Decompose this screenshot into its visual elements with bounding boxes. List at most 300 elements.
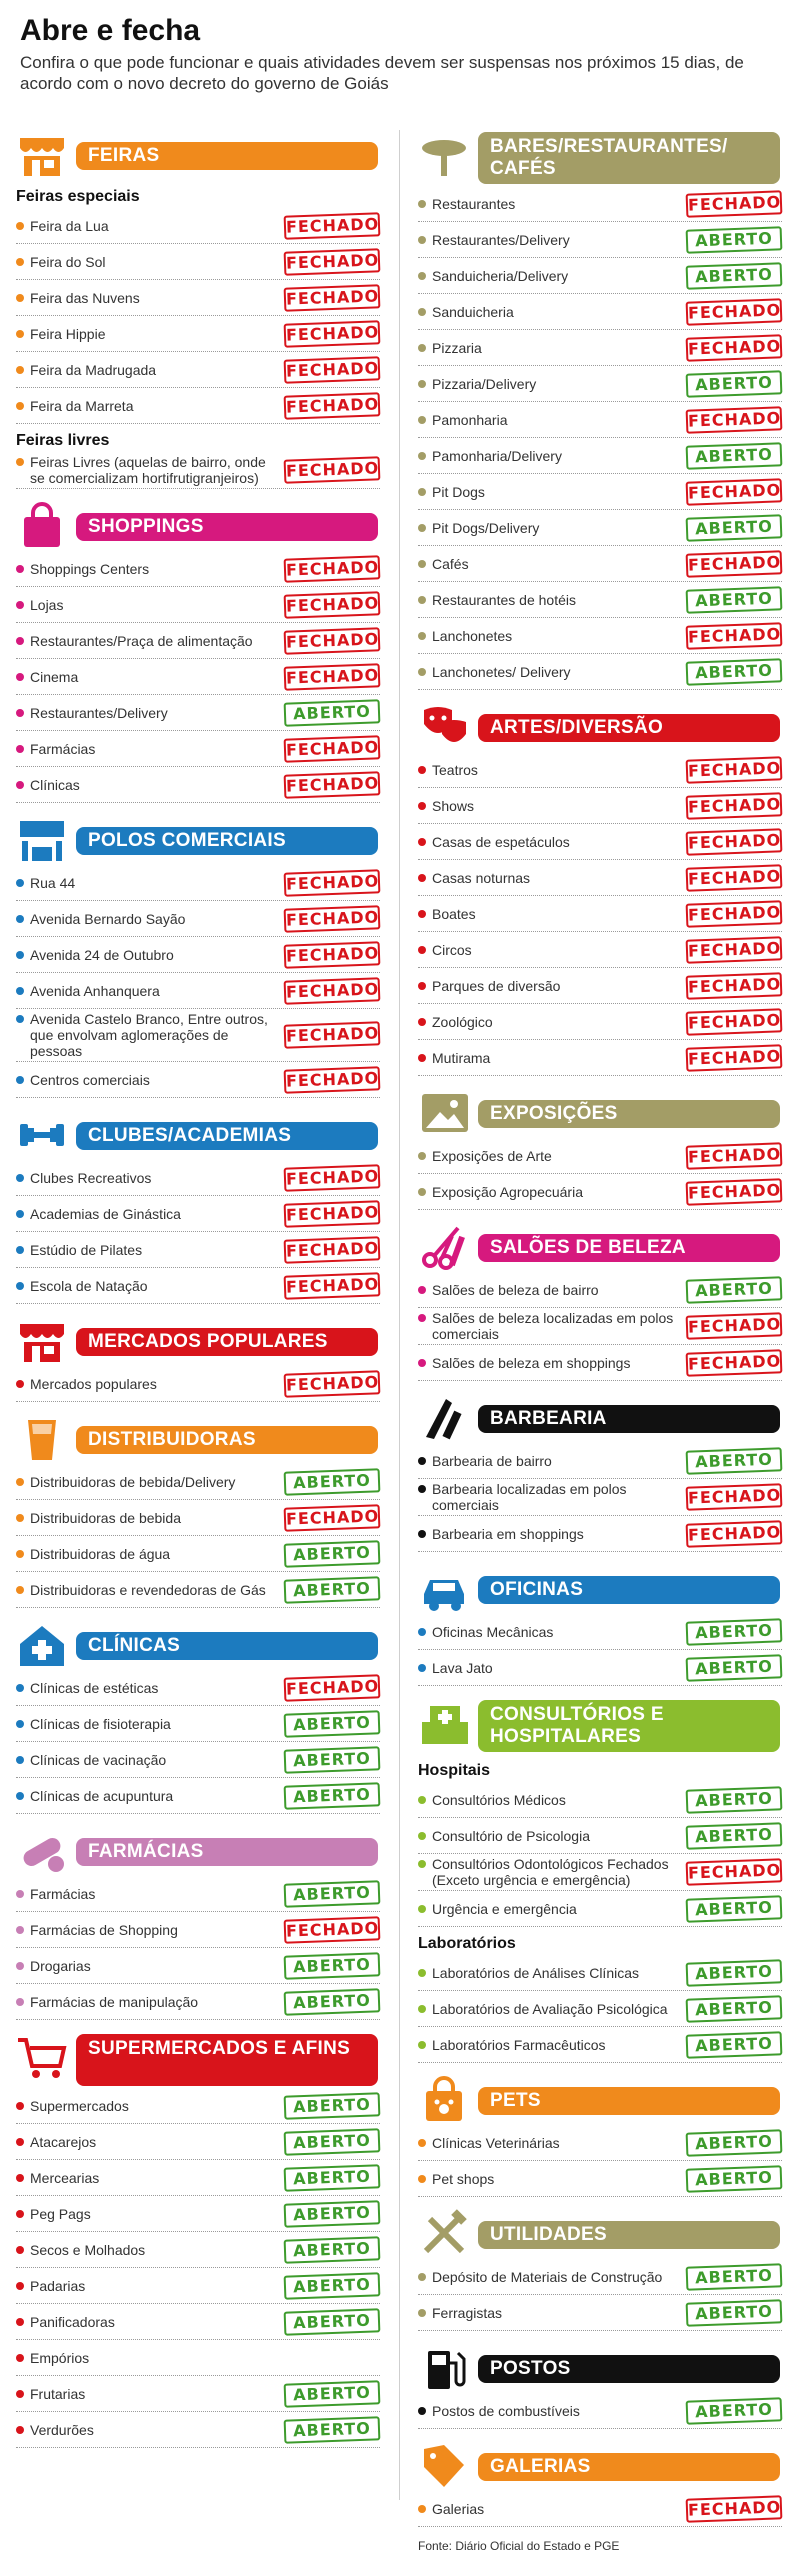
item-label: Farmácias de Shopping — [16, 1922, 178, 1938]
hospital-building-icon — [418, 1698, 472, 1748]
section-header — [418, 130, 782, 186]
item-label: Lava Jato — [418, 1660, 493, 1676]
item-label: Exposições de Arte — [418, 1148, 552, 1164]
section-header — [16, 1826, 380, 1876]
section-title: POLOS COMERCIAIS — [76, 827, 378, 855]
item-label: Clínicas de fisioterapia — [16, 1716, 171, 1732]
item-label: Feira do Sol — [16, 254, 105, 270]
list-item — [16, 2232, 380, 2268]
market-stall-icon — [16, 130, 70, 180]
status-badge: ABERTO — [686, 658, 783, 685]
shopping-cart-icon — [16, 2032, 70, 2082]
item-label: Distribuidoras de bebida — [16, 1510, 181, 1526]
list-item — [418, 968, 782, 1004]
status-badge: FECHADO — [686, 1178, 783, 1205]
section-title: OFICINAS — [478, 1576, 780, 1604]
list-item — [418, 1614, 782, 1650]
status-badge: FECHADO — [284, 1066, 381, 1093]
list-item — [418, 1782, 782, 1818]
section-title: FEIRAS — [76, 142, 378, 170]
item-label: Feira Hippie — [16, 326, 105, 342]
list-item — [418, 1516, 782, 1552]
section-title: SUPERMERCADOS E AFINS — [76, 2034, 378, 2086]
list-item — [16, 1778, 380, 1814]
item-label: Restaurantes de hotéis — [418, 592, 576, 608]
item-label: Academias de Ginástica — [16, 1206, 181, 1222]
section-header — [16, 2032, 380, 2088]
list-item — [418, 510, 782, 546]
list-item — [418, 294, 782, 330]
item-label: Restaurantes/Praça de alimentação — [16, 633, 253, 649]
item-label: Feira das Nuvens — [16, 290, 140, 306]
item-label: Shows — [418, 798, 474, 814]
section-header — [16, 1316, 380, 1366]
status-badge: FECHADO — [686, 900, 783, 927]
status-badge: ABERTO — [284, 699, 381, 726]
list-item — [16, 1876, 380, 1912]
status-badge: FECHADO — [686, 298, 783, 325]
list-item — [16, 901, 380, 937]
list-item — [418, 330, 782, 366]
section-header — [418, 1698, 782, 1754]
status-badge: FECHADO — [284, 663, 381, 690]
status-badge: ABERTO — [284, 2416, 381, 2443]
section-header — [16, 1620, 380, 1670]
status-badge: ABERTO — [284, 1710, 381, 1737]
item-label: Restaurantes/Delivery — [418, 232, 570, 248]
item-label: Atacarejos — [16, 2134, 96, 2150]
section-polos — [16, 815, 380, 1098]
item-label: Clínicas de vacinação — [16, 1752, 166, 1768]
section-title: CLÍNICAS — [76, 1632, 378, 1660]
section-oficinas — [418, 1564, 782, 1686]
status-badge: FECHADO — [284, 320, 381, 347]
list-item — [418, 186, 782, 222]
subhead: Feiras livres — [16, 432, 110, 449]
item-label: Sanduicheria — [418, 304, 514, 320]
section-title: MERCADOS POPULARES — [76, 1328, 378, 1356]
item-label: Mercearias — [16, 2170, 99, 2186]
list-item — [16, 1984, 380, 2020]
list-item — [16, 388, 380, 424]
list-item — [16, 2196, 380, 2232]
page-subtitle: Confira o que pode funcionar e quais atividades devem ser suspensas nos próximos 15 dias, de acordo com o novo decreto do governo de Goiás — [20, 53, 744, 93]
status-badge: FECHADO — [284, 905, 381, 932]
status-badge: FECHADO — [284, 1021, 381, 1048]
item-label: Pizzaria — [418, 340, 482, 356]
list-item — [418, 438, 782, 474]
status-badge: ABERTO — [686, 514, 783, 541]
section-title: UTILIDADES — [478, 2221, 780, 2249]
item-label: Ferragistas — [418, 2305, 502, 2321]
status-badge: FECHADO — [284, 735, 381, 762]
item-label: Clínicas de acupuntura — [16, 1788, 173, 1804]
item-label: Avenida Castelo Branco, Entre outros, que envolvam aglomerações de pessoas — [16, 1011, 280, 1059]
pill-icon — [16, 1826, 70, 1876]
item-label: Pit Dogs/Delivery — [418, 520, 539, 536]
list-item — [16, 2160, 380, 2196]
status-badge: FECHADO — [686, 334, 783, 361]
item-label: Consultórios Médicos — [418, 1792, 566, 1808]
item-label: Exposição Agropecuária — [418, 1184, 583, 1200]
item-label: Restaurantes/Delivery — [16, 705, 168, 721]
fuel-pump-icon — [418, 2343, 472, 2393]
section-title: FARMÁCIAS — [76, 1838, 378, 1866]
list-item — [16, 1268, 380, 1304]
status-badge: FECHADO — [686, 1312, 783, 1339]
list-item — [16, 937, 380, 973]
item-label: Peg Pags — [16, 2206, 91, 2222]
scissors-comb-icon — [418, 1222, 472, 1272]
section-title: CONSULTÓRIOS E HOSPITALARES — [478, 1700, 780, 1752]
list-item — [16, 352, 380, 388]
section-header — [16, 130, 380, 180]
item-label: Supermercados — [16, 2098, 129, 2114]
status-badge: FECHADO — [284, 248, 381, 275]
item-label: Distribuidoras e revendedoras de Gás — [16, 1582, 266, 1598]
dumbbell-icon — [16, 1110, 70, 1160]
list-item — [418, 2491, 782, 2527]
item-label: Sanduicheria/Delivery — [418, 268, 568, 284]
status-badge: ABERTO — [284, 1952, 381, 1979]
item-label: Laboratórios de Avaliação Psicológica — [418, 2001, 668, 2017]
item-label: Consultório de Psicologia — [418, 1828, 590, 1844]
header — [20, 14, 780, 94]
section-clubes — [16, 1110, 380, 1304]
item-label: Drogarias — [16, 1958, 91, 1974]
list-item — [418, 752, 782, 788]
list-item — [16, 659, 380, 695]
status-badge: ABERTO — [686, 2299, 783, 2326]
item-label: Farmácias — [16, 741, 95, 757]
item-label: Farmácias de manipulação — [16, 1994, 198, 2010]
list-item — [418, 1955, 782, 1991]
list-item — [16, 1670, 380, 1706]
subhead: Feiras especiais — [16, 188, 140, 205]
item-label: Avenida Bernardo Sayão — [16, 911, 185, 927]
list-item — [16, 2304, 380, 2340]
section-header — [418, 1564, 782, 1614]
list-item — [16, 623, 380, 659]
list-item — [16, 1572, 380, 1608]
list-item — [418, 1308, 782, 1345]
item-label: Feira da Madrugada — [16, 362, 156, 378]
list-item — [418, 474, 782, 510]
status-badge: FECHADO — [284, 356, 381, 383]
status-badge: FECHADO — [284, 1674, 381, 1701]
list-item — [418, 860, 782, 896]
list-item — [16, 2268, 380, 2304]
status-badge: FECHADO — [284, 1916, 381, 1943]
item-label: Laboratórios Farmacêuticos — [418, 2037, 606, 2053]
item-label: Oficinas Mecânicas — [418, 1624, 553, 1640]
page-title: Abre e fecha — [20, 14, 201, 47]
status-badge: FECHADO — [284, 1272, 381, 1299]
list-item — [418, 2125, 782, 2161]
list-item — [16, 2124, 380, 2160]
list-item — [418, 1991, 782, 2027]
item-label: Centros comerciais — [16, 1072, 150, 1088]
list-item — [16, 1912, 380, 1948]
status-badge: ABERTO — [686, 1959, 783, 1986]
status-badge: ABERTO — [284, 1746, 381, 1773]
status-badge: FECHADO — [686, 1044, 783, 1071]
list-item — [418, 2393, 782, 2429]
list-item — [16, 865, 380, 901]
list-item — [418, 1345, 782, 1381]
list-item — [16, 208, 380, 244]
status-badge: FECHADO — [284, 627, 381, 654]
list-item — [418, 2027, 782, 2063]
status-badge: ABERTO — [686, 2165, 783, 2192]
item-label: Boates — [418, 906, 476, 922]
item-label: Feira da Lua — [16, 218, 109, 234]
status-badge: FECHADO — [284, 1200, 381, 1227]
item-label: Mutirama — [418, 1050, 490, 1066]
status-badge: FECHADO — [284, 456, 381, 483]
status-badge: ABERTO — [686, 1654, 783, 1681]
item-label: Distribuidoras de água — [16, 1546, 170, 1562]
list-item — [418, 402, 782, 438]
list-item — [418, 1443, 782, 1479]
status-badge: ABERTO — [686, 1995, 783, 2022]
list-item — [418, 1138, 782, 1174]
status-badge: FECHADO — [686, 1349, 783, 1376]
section-bares — [418, 130, 782, 690]
left-column — [16, 130, 380, 2460]
list-item — [16, 1464, 380, 1500]
pet-bag-icon — [418, 2075, 472, 2125]
section-header — [418, 2343, 782, 2393]
status-badge: ABERTO — [284, 2128, 381, 2155]
status-badge: ABERTO — [284, 1576, 381, 1603]
list-item — [16, 2412, 380, 2448]
section-header — [16, 1414, 380, 1464]
item-label: Salões de beleza de bairro — [418, 1282, 599, 1298]
list-item — [418, 618, 782, 654]
subhead: Hospitais — [418, 1762, 491, 1779]
list-item — [16, 1196, 380, 1232]
item-label: Casas de espetáculos — [418, 834, 570, 850]
theater-masks-icon — [418, 702, 472, 752]
item-label: Estúdio de Pilates — [16, 1242, 142, 1258]
list-item — [16, 695, 380, 731]
list-item — [418, 1650, 782, 1686]
item-label: Parques de diversão — [418, 978, 560, 994]
item-label: Depósito de Materiais de Construção — [418, 2269, 662, 2285]
item-label: Feiras Livres (aquelas de bairro, onde se comercializam hortifrutigranjeiros) — [16, 454, 280, 486]
list-item — [418, 366, 782, 402]
status-badge: FECHADO — [686, 1858, 783, 1885]
razor-comb-icon — [418, 1393, 472, 1443]
status-badge: FECHADO — [284, 941, 381, 968]
clinic-house-icon — [16, 1620, 70, 1670]
item-label: Frutarias — [16, 2386, 85, 2402]
status-badge: ABERTO — [686, 2129, 783, 2156]
list-item — [418, 1040, 782, 1076]
list-item — [418, 932, 782, 968]
item-label: Clínicas de estéticas — [16, 1680, 158, 1696]
item-label: Clínicas — [16, 777, 80, 793]
item-label: Panificadoras — [16, 2314, 115, 2330]
status-badge: ABERTO — [284, 2308, 381, 2335]
status-badge: FECHADO — [686, 550, 783, 577]
section-title: CLUBES/ACADEMIAS — [76, 1122, 378, 1150]
list-item — [16, 2376, 380, 2412]
status-badge: FECHADO — [284, 284, 381, 311]
list-item — [16, 1232, 380, 1268]
section-barbearia — [418, 1393, 782, 1552]
status-badge: FECHADO — [686, 756, 783, 783]
list-item — [16, 587, 380, 623]
section-header — [16, 1110, 380, 1160]
item-label: Barbearia localizadas em polos comerciais — [418, 1481, 682, 1513]
status-badge: FECHADO — [284, 771, 381, 798]
section-pets — [418, 2075, 782, 2197]
status-badge: FECHADO — [686, 1483, 783, 1510]
section-title: DISTRIBUIDORAS — [76, 1426, 378, 1454]
item-label: Salões de beleza localizadas em polos comerciais — [418, 1310, 682, 1342]
list-item — [418, 1174, 782, 1210]
list-item — [16, 1536, 380, 1572]
section-header — [418, 1393, 782, 1443]
section-header — [16, 815, 380, 865]
status-badge: FECHADO — [686, 406, 783, 433]
list-item — [418, 1891, 782, 1927]
list-item — [16, 452, 380, 489]
status-badge: ABERTO — [686, 1618, 783, 1645]
item-label: Zoológico — [418, 1014, 493, 1030]
status-badge: ABERTO — [686, 1822, 783, 1849]
item-label: Casas noturnas — [418, 870, 530, 886]
section-header — [418, 2441, 782, 2491]
status-badge: ABERTO — [284, 1988, 381, 2015]
status-badge: FECHADO — [686, 2495, 783, 2522]
item-label: Barbearia em shoppings — [418, 1526, 584, 1542]
section-header — [418, 2209, 782, 2259]
section-galerias — [418, 2441, 782, 2527]
car-icon — [418, 1564, 472, 1614]
section-mercados — [16, 1316, 380, 1402]
status-badge: FECHADO — [686, 190, 783, 217]
list-item — [16, 551, 380, 587]
list-item — [16, 731, 380, 767]
item-label: Rua 44 — [16, 875, 75, 891]
list-item — [418, 1479, 782, 1516]
item-label: Empórios — [16, 2350, 89, 2366]
section-title: SALÕES DE BELEZA — [478, 1234, 780, 1262]
item-label: Teatros — [418, 762, 478, 778]
item-label: Verdurões — [16, 2422, 94, 2438]
section-title: PETS — [478, 2087, 780, 2115]
section-farmacias — [16, 1826, 380, 2020]
section-title: BARES/RESTAURANTES/ CAFÉS — [478, 132, 780, 184]
list-item — [418, 1818, 782, 1854]
list-item — [16, 1500, 380, 1536]
status-badge: ABERTO — [686, 1276, 783, 1303]
item-label: Feira da Marreta — [16, 398, 133, 414]
status-badge: ABERTO — [686, 586, 783, 613]
list-item — [16, 1742, 380, 1778]
section-title: ARTES/DIVERSÃO — [478, 714, 780, 742]
section-header — [418, 1088, 782, 1138]
status-badge: FECHADO — [686, 478, 783, 505]
item-label: Clínicas Veterinárias — [418, 2135, 560, 2151]
list-item — [16, 1366, 380, 1402]
shopping-bag-icon — [16, 501, 70, 551]
section-supermercados — [16, 2032, 380, 2448]
item-label: Urgência e emergência — [418, 1901, 577, 1917]
price-tag-icon — [418, 2441, 472, 2491]
section-header — [418, 1222, 782, 1272]
item-label: Avenida 24 de Outubro — [16, 947, 174, 963]
item-label: Secos e Molhados — [16, 2242, 145, 2258]
list-item — [16, 280, 380, 316]
item-label: Circos — [418, 942, 472, 958]
landscape-picture-icon — [418, 1088, 472, 1138]
status-badge: ABERTO — [284, 2380, 381, 2407]
section-consultorios — [418, 1698, 782, 2063]
status-badge: ABERTO — [686, 370, 783, 397]
item-label: Distribuidoras de bebida/Delivery — [16, 1474, 235, 1490]
list-item — [16, 316, 380, 352]
item-label: Salões de beleza em shoppings — [418, 1355, 630, 1371]
section-title: SHOPPINGS — [76, 513, 378, 541]
section-saloes — [418, 1222, 782, 1381]
section-shoppings — [16, 501, 380, 803]
section-title: POSTOS — [478, 2355, 780, 2383]
list-item — [16, 973, 380, 1009]
status-badge: ABERTO — [686, 226, 783, 253]
item-label: Escola de Natação — [16, 1278, 148, 1294]
list-item — [16, 767, 380, 803]
list-item — [16, 1948, 380, 1984]
status-badge: ABERTO — [686, 1447, 783, 1474]
status-badge: FECHADO — [284, 1504, 381, 1531]
list-item — [418, 2161, 782, 2197]
item-label: Cafés — [418, 556, 469, 572]
item-label: Restaurantes — [418, 196, 515, 212]
section-title: EXPOSIÇÕES — [478, 1100, 780, 1128]
list-item — [418, 1272, 782, 1308]
status-badge: ABERTO — [686, 2031, 783, 2058]
status-badge: FECHADO — [686, 828, 783, 855]
item-label: Pamonharia — [418, 412, 508, 428]
section-utilidades — [418, 2209, 782, 2331]
list-item — [418, 896, 782, 932]
list-item — [418, 258, 782, 294]
status-badge: ABERTO — [284, 1540, 381, 1567]
list-item — [418, 2259, 782, 2295]
list-item — [16, 1160, 380, 1196]
section-artes — [418, 702, 782, 1076]
status-badge: FECHADO — [686, 972, 783, 999]
status-badge: FECHADO — [686, 792, 783, 819]
section-postos — [418, 2343, 782, 2429]
status-badge: FECHADO — [686, 1520, 783, 1547]
item-label: Clubes Recreativos — [16, 1170, 151, 1186]
status-badge: FECHADO — [284, 212, 381, 239]
item-label: Shoppings Centers — [16, 561, 149, 577]
drink-glass-icon — [16, 1414, 70, 1464]
status-badge: ABERTO — [284, 1782, 381, 1809]
item-label: Lojas — [16, 597, 63, 613]
status-badge: ABERTO — [284, 2164, 381, 2191]
column-divider — [399, 130, 400, 2500]
status-badge: FECHADO — [686, 1142, 783, 1169]
list-item — [418, 824, 782, 860]
wrench-hammer-icon — [418, 2209, 472, 2259]
